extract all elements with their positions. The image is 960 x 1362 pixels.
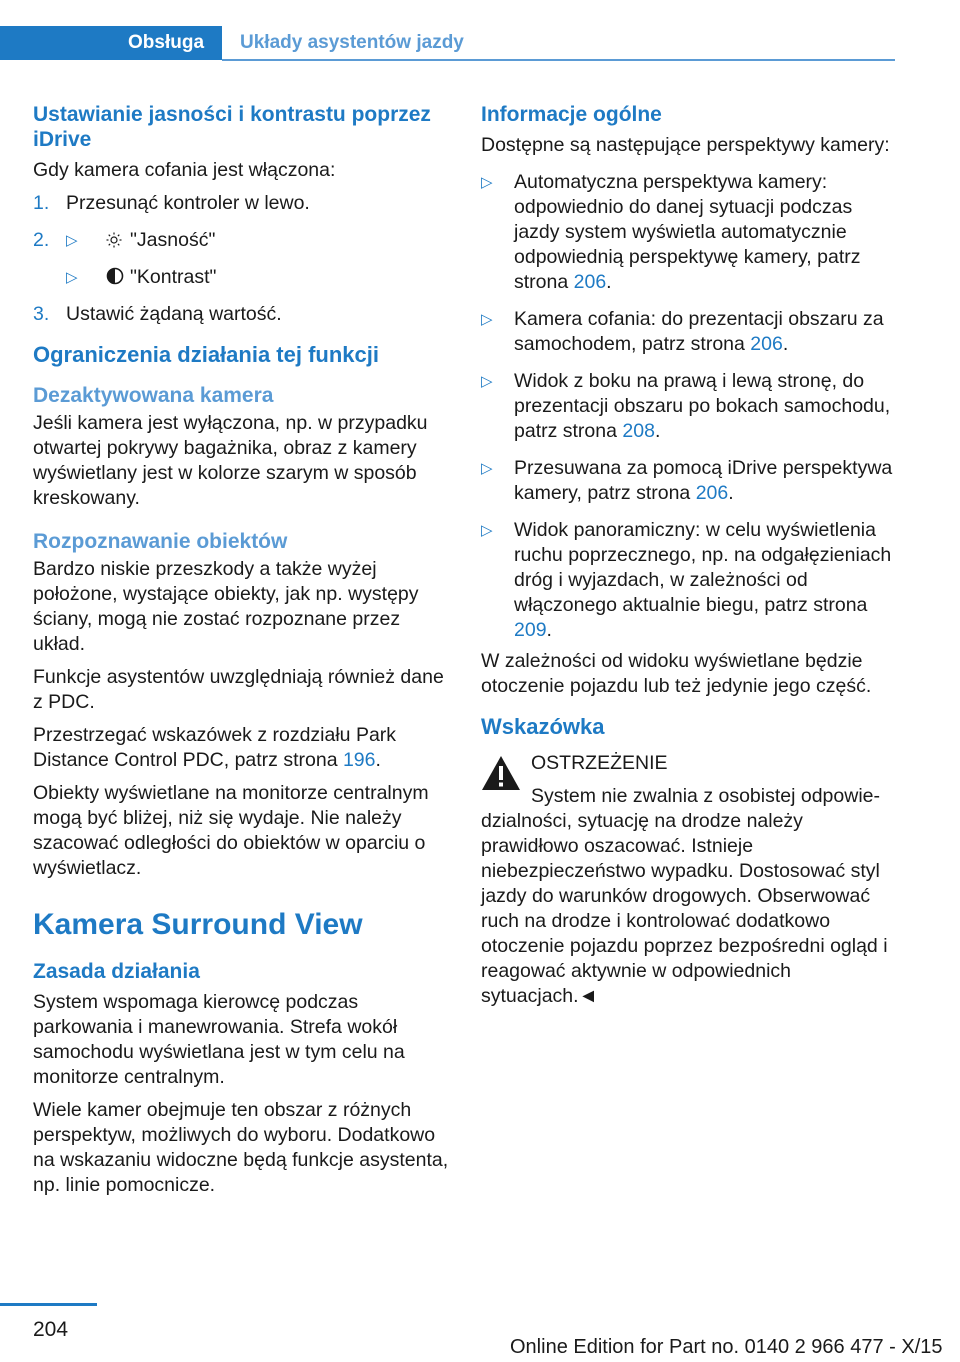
page-link[interactable]: 206	[750, 333, 783, 355]
detection-paragraph-3	[33, 723, 449, 773]
step-number: 3.	[33, 303, 50, 325]
sub-item-text: "Kontrast"	[130, 266, 217, 288]
triangle-bullet-icon: ▷	[481, 311, 493, 328]
triangle-bullet-icon: ▷	[481, 373, 493, 390]
list-item-text: Kamera cofania: do prezentacji obszaru za samochodem, patrz strona	[514, 308, 884, 355]
list-item-end: .	[546, 619, 552, 641]
sun-icon	[106, 232, 122, 248]
triangle-bullet-icon: ▷	[481, 460, 493, 477]
object-detection-heading: Rozpoznawanie obiektów	[33, 530, 288, 553]
step-text: Przesunąć kontroler w lewo.	[66, 192, 310, 214]
contrast-icon	[106, 267, 124, 285]
warning-block	[481, 751, 897, 1009]
list-item-end: .	[782, 333, 789, 355]
steps-list	[33, 191, 449, 327]
triangle-bullet-icon: ▷	[481, 522, 493, 539]
sub-item-contrast	[66, 265, 449, 290]
warning-title: OSTRZEŻENIE	[531, 752, 668, 774]
list-item	[481, 456, 897, 506]
principle-paragraph-2: Wiele kamer obejmuje ten obszar z różnych perspektyw, możliwych do wyboru. Dodatkowo na wskazaniu widoczne będą funkcje asystenta, np. linie pomocnicze.	[33, 1099, 449, 1196]
tab-uklady-asystentow[interactable]: Układy asystentów jazdy	[240, 32, 464, 53]
disabled-camera-heading: Dezaktywowana kamera	[33, 384, 274, 407]
list-item	[481, 307, 897, 357]
tab-obsluga[interactable]: Obsługa	[0, 26, 222, 60]
edition-footer: Online Edition for Part no. 0140 2 966 477 - X/15	[510, 1336, 943, 1358]
header-tabbar	[0, 26, 895, 60]
list-item	[481, 518, 897, 643]
principle-paragraph-1: System wspomaga kierowcę podczas parkowania i manewrowania. Strefa wokół samochodu wyświetlana jest w tym celu na monitorze centralnym.	[33, 991, 405, 1088]
sub-item-brightness	[66, 228, 449, 253]
warning-text-first-line: System nie zwalnia z osobistej odpowie-	[531, 785, 881, 807]
triangle-bullet-icon: ▷	[481, 174, 493, 191]
list-item-end: .	[728, 482, 734, 504]
left-column	[33, 102, 449, 1206]
page-link[interactable]: 208	[622, 420, 655, 442]
tab-underline	[222, 59, 895, 61]
list-item-text: Przesuwana za pomocą iDrive perspektywa kamery, patrz strona	[514, 457, 893, 504]
perspective-list	[481, 170, 897, 643]
general-intro: Dostępne są następujące perspektywy kamery:	[481, 134, 890, 156]
sub-item-text: "Jasność"	[130, 229, 216, 251]
view-note: W zależności od widoku wyświetlane będzie otoczenie pojazdu lub też jedynie jego część.	[481, 650, 872, 697]
list-item-text: Automatyczna perspektywa kamery: odpowiednio do danej sytuacji podczas jazdy system wyświetla automatycznie odpowiednią perspektywę kamery, patrz strona	[514, 171, 861, 293]
triangle-bullet-icon: ▷	[66, 232, 78, 249]
step-number: 2.	[33, 229, 50, 251]
warning-triangle-icon	[481, 755, 521, 791]
page-link[interactable]: 209	[514, 619, 547, 641]
step-text: Ustawić żądaną wartość.	[66, 303, 282, 325]
list-item-end: .	[606, 271, 612, 293]
detection-paragraph-2: Funkcje asystentów uwzględniają również dane z PDC.	[33, 666, 444, 713]
page-link[interactable]: 206	[573, 271, 607, 293]
list-item-text: Widok panoramiczny: w celu wyświetlenia ruchu poprzecznego, np. na odgałęzieniach dróg i wyjazdach, w zależności od włączonego aktualnie biegu, patrz strona	[514, 519, 892, 616]
disabled-camera-text: Jeśli kamera jest wyłączona, np. w przypadku otwartej pokrywy bagażnika, obraz z kamery wyświetlany jest w kolorze szarym w sposób kreskowany.	[33, 412, 428, 509]
step-3	[33, 302, 449, 327]
footer-rule	[0, 1303, 97, 1306]
right-column	[481, 102, 897, 1009]
warning-text: dzialności, sytuację na drodze należy prawidłowo oszacować. Istnieje niebezpieczeństwo wypadku. Dostosować styl jazdy do warunków drogowych. Obserwować ruch na drodze i kontrolować dodatkowo otoczenie pojazdu poprzez bezpośredni ogląd i reagować aktywnie w odpowiednich sytuacjach.◄	[481, 810, 888, 1007]
brightness-intro: Gdy kamera cofania jest włączona:	[33, 159, 336, 181]
page-link-196[interactable]: 196	[342, 749, 376, 771]
list-item	[481, 369, 897, 444]
triangle-bullet-icon: ▷	[66, 269, 78, 286]
surround-view-heading: Kamera Surround View	[33, 908, 363, 941]
step-1	[33, 191, 449, 216]
principle-heading: Zasada działania	[33, 960, 200, 983]
step-number: 1.	[33, 192, 50, 214]
paragraph-text: Przestrzegać wskazówek z rozdziału Park Distance Control PDC, patrz strona	[33, 724, 397, 771]
list-item	[481, 170, 897, 295]
paragraph-end: .	[375, 749, 381, 771]
page-link[interactable]: 206	[695, 482, 729, 504]
general-info-heading: Informacje ogólne	[481, 103, 662, 126]
list-item-end: .	[654, 420, 661, 442]
step-2	[33, 228, 449, 290]
hint-heading: Wskazówka	[481, 714, 605, 739]
detection-paragraph-1: Bardzo niskie przeszkody a także wyżej położone, wystające obiekty, jak np. występy ściany, mogą nie zostać rozpoznane przez układ.	[33, 558, 419, 655]
list-item-text: Widok z boku na prawą i lewą stronę, do prezentacji obszaru po bokach samochodu, patrz strona	[514, 370, 891, 442]
page-number: 204	[33, 1318, 69, 1341]
detection-paragraph-4: Obiekty wyświetlane na monitorze centralnym mogą być bliżej, niż się wydaje. Nie należy szacować odległości do obiektów w oparciu o wyświetlacz.	[33, 782, 429, 879]
limits-heading: Ograniczenia działania tej funkcji	[33, 342, 379, 367]
brightness-heading: Ustawianie jasności i kontrastu poprzez iDrive	[33, 103, 431, 151]
